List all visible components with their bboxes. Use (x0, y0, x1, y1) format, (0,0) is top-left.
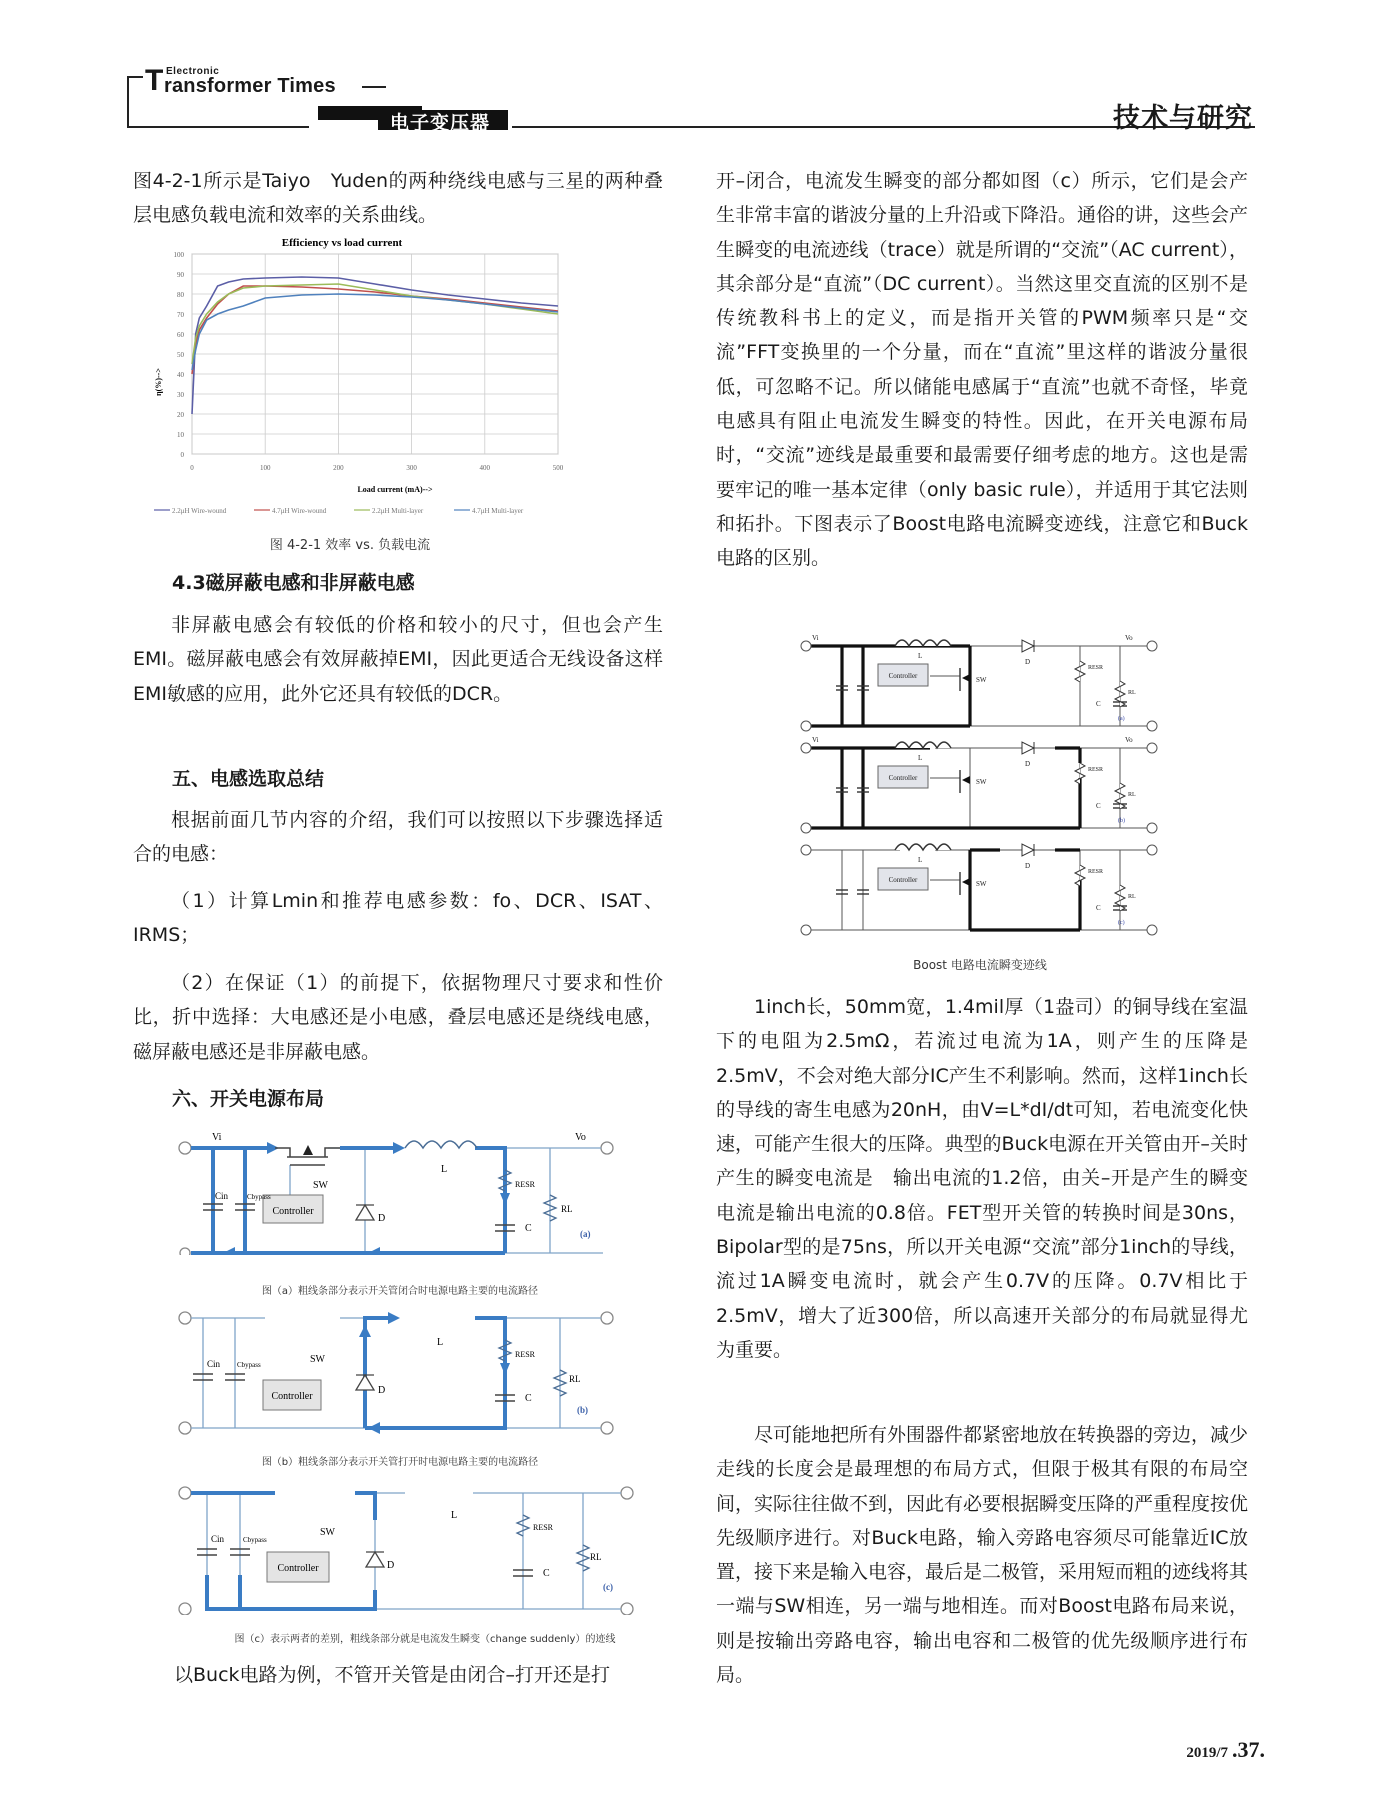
label-controller: Controller (888, 876, 918, 884)
masthead-rule-logo (362, 86, 386, 88)
buck-diagram-b (175, 1305, 625, 1435)
label-controller: Controller (888, 774, 918, 782)
diode-icon (1022, 742, 1034, 754)
label-tag: (a) (1118, 716, 1125, 722)
label-l: L (451, 1510, 458, 1521)
boost-row (801, 736, 1157, 833)
y-tick-label: 10 (177, 431, 184, 439)
intro-paragraph (133, 164, 663, 233)
x-tick-label: 200 (333, 464, 344, 472)
label-vi: Vi (812, 634, 819, 642)
page-number: .37. (1232, 1737, 1265, 1762)
logo-transformer-times: ransformer Times (164, 75, 336, 97)
label-tag: (b) (1118, 818, 1125, 824)
label-resr: RESR (1088, 665, 1104, 671)
label-sw: SW (976, 676, 987, 684)
resistor-icon (1115, 885, 1125, 911)
label-d: D (1025, 760, 1031, 768)
label-l: L (918, 856, 923, 864)
label-resr: RESR (1088, 767, 1104, 773)
label-resr: RESR (533, 1523, 554, 1532)
switch-arrow (962, 776, 970, 784)
x-tick-label: 500 (552, 464, 564, 472)
buck-a-caption: 图（a）粗线条部分表示开关管闭合时电源电路主要的电流路径 (261, 1286, 539, 1297)
buck-diagram-a (175, 1125, 625, 1255)
paragraph-5b: （1）计算Lmin和推荐电感参数：fo、DCR、ISAT、IRMS； (133, 890, 663, 947)
paragraph-left-last: 以Buck电路为例，不管开关管是由闭合–打开还是打 (174, 1664, 611, 1686)
label-c: C (1096, 904, 1101, 912)
logo-electronic: Electronic (166, 66, 220, 77)
paragraph-4-3: 非屏蔽电感会有较低的价格和较小的尺寸，但也会产生EMI。磁屏蔽电感会有效屏蔽掉EMI，因此更适合无线设备这样EMI敏感的应用，此外它还具有较低的DCR。 (133, 614, 663, 705)
label-c: C (525, 1393, 532, 1404)
efficiency-chart (150, 232, 590, 532)
y-tick-label: 20 (177, 411, 184, 419)
inductor-icon (405, 1141, 477, 1148)
terminal (1147, 721, 1157, 731)
label-rl: RL (590, 1552, 602, 1562)
terminal (801, 721, 811, 731)
label-c: C (543, 1568, 550, 1579)
y-tick-label: 40 (177, 371, 184, 379)
resistor-icon (1075, 865, 1085, 886)
legend-label: 4.7μH Multi-layer (472, 507, 524, 515)
y-tick-label: 50 (177, 351, 184, 359)
label-tag-c: (c) (603, 1582, 613, 1592)
y-tick-label: 0 (180, 451, 184, 459)
resistor-icon (1075, 763, 1085, 784)
terminal (1147, 743, 1157, 753)
label-cin: Cin (207, 1359, 221, 1369)
inductor-icon (895, 844, 951, 850)
label-rl: RL (1128, 894, 1136, 900)
label-tag-b: (b) (577, 1405, 588, 1415)
current-arrow (388, 1312, 400, 1324)
label-cbypass: Cbypass (243, 1536, 267, 1544)
inductor-icon (895, 640, 951, 646)
switch-arrow (962, 878, 970, 886)
buck-c-caption: 图（c）表示两者的差别，粗线条部分就是电流发生瞬变（change suddenly）的迹线 (234, 1634, 616, 1645)
issue-date: 2019/7 (1186, 1745, 1228, 1761)
boost-diagram (800, 628, 1160, 943)
label-vo: Vo (1125, 634, 1133, 642)
logo-letter-t: T (145, 64, 164, 97)
y-tick-labels (174, 251, 185, 459)
terminal (801, 743, 811, 753)
label-cbypass: Cbypass (247, 1193, 271, 1201)
terminal (1147, 641, 1157, 651)
paragraph-5a: 根据前面几节内容的介绍，我们可以按照以下步骤选择适合的电感： (133, 809, 663, 866)
resistor-icon (1115, 681, 1125, 707)
label-d: D (378, 1213, 386, 1224)
masthead-rule-stub (127, 76, 143, 78)
legend-label: 2.2μH Multi-layer (372, 507, 424, 515)
label-sw: SW (976, 880, 987, 888)
current-arrow (500, 1193, 510, 1205)
terminal (1147, 823, 1157, 833)
paragraph-right-3: 尽可能地把所有外围器件都紧密地放在转换器的旁边，减少走线的长度会是最理想的布局方式，但限于极其有限的布局空间，实际往往做不到，因此有必要根据瞬变压降的严重程度按优先级顺序进行。对Buck电路，输入旁路电容须尽可能靠近IC放置，接下来是输入电容，最后是二极管，采用短而粗的迹线将其一端与SW相连，另一端与地相连。而对Boost电路布局来说，则是按输出旁路电容，输出电容和二极管的优先级顺序进行布局。 (716, 1424, 1249, 1687)
label-c: C (1096, 802, 1101, 810)
label-d: D (1025, 862, 1031, 870)
x-tick-label: 400 (479, 464, 491, 472)
terminal-vo (601, 1142, 613, 1154)
label-vo: Vo (575, 1132, 586, 1143)
section-title: 技术与研究 (1113, 103, 1253, 134)
x-tick-label: 300 (406, 464, 417, 472)
y-tick-label: 30 (177, 391, 184, 399)
diode-icon (1022, 640, 1034, 652)
label-rl: RL (561, 1204, 573, 1214)
switch-arrow (962, 674, 970, 682)
chart-legend (154, 507, 524, 515)
label-controller: Controller (888, 672, 918, 680)
legend-label: 4.7μH Wire-wound (272, 507, 327, 515)
y-tick-label: 100 (173, 251, 184, 259)
x-axis-label: Load current (mA)--> (357, 485, 433, 494)
terminal-vi (179, 1142, 191, 1154)
label-d: D (1025, 658, 1031, 666)
terminal (1147, 845, 1157, 855)
intro-text: 图4-2-1所示是Taiyo Yuden的两种绕线电感与三星的两种叠层电感负载电流和效率的关系曲线。 (133, 170, 663, 227)
y-tick-label: 70 (177, 311, 184, 319)
label-l: L (918, 754, 923, 762)
label-controller: Controller (277, 1563, 319, 1574)
terminal (801, 823, 811, 833)
terminal (801, 845, 811, 855)
label-vi: Vi (812, 736, 819, 744)
heading-5: 五、电感选取总结 (172, 768, 325, 790)
terminal (801, 925, 811, 935)
boost-row (801, 844, 1157, 935)
label-rl: RL (569, 1374, 581, 1384)
label-l: L (437, 1337, 444, 1348)
label-vi: Vi (212, 1132, 222, 1143)
inductor-icon (895, 742, 951, 748)
label-controller: Controller (271, 1391, 313, 1402)
paragraph-right-1: 开–闭合，电流发生瞬变的部分都如图（c）所示，它们是会产生非常丰富的谐波分量的上升沿或下降沿。通俗的讲，这些会产生瞬变的电流迹线（trace）就是所谓的“交流”（AC current），其余部分是“直流”（DC current）。当然这里交直流的区别不是传统教科书上的定义，而是指开关管的PWM频率只是“交流”FFT变换里的一个分量，而在“直流”里这样的谐波分量很低，可忽略不记。所以储能电感属于“直流”也就不奇怪，毕竟电感具有阻止电流发生瞬变的特性。因此，在开关电源布局时，“交流”迹线是最重要和最需要仔细考虑的地方。这也是需要牢记的唯一基本定律（only basic rule），并适用于其它法则和拓扑。下图表示了Boost电路电流瞬变迹线，注意它和Buck电路的区别。 (716, 170, 1249, 570)
label-rl: RL (1128, 690, 1136, 696)
y-tick-label: 90 (177, 271, 184, 279)
page-footer (1186, 1737, 1265, 1763)
label-sw: SW (320, 1527, 335, 1538)
y-axis-label: η(%)--> (154, 368, 163, 396)
label-controller: Controller (272, 1206, 314, 1217)
label-cin: Cin (211, 1534, 225, 1544)
label-cbypass: Cbypass (237, 1361, 261, 1369)
label-resr: RESR (1088, 869, 1104, 875)
y-tick-label: 80 (177, 291, 184, 299)
chart-title: Efficiency vs load current (281, 237, 403, 249)
label-tag: (c) (1118, 920, 1125, 926)
legend-label: 2.2μH Wire-wound (172, 507, 227, 515)
terminal (1147, 925, 1157, 935)
boost-row (801, 634, 1157, 731)
label-cin: Cin (215, 1191, 229, 1201)
label-c: C (1096, 700, 1101, 708)
current-arrow (393, 1142, 405, 1154)
x-tick-label: 0 (190, 464, 194, 472)
label-l: L (918, 652, 923, 660)
heading-4-3: 4.3磁屏蔽电感和非屏蔽电感 (172, 572, 415, 594)
current-arrow (359, 1325, 371, 1337)
x-tick-labels (190, 464, 564, 472)
diode-icon (1022, 844, 1034, 856)
current-arrow (500, 1363, 510, 1375)
buck-diagram-c (175, 1480, 655, 1615)
paragraph-5c: （2）在保证（1）的前提下，依据物理尺寸要求和性价比，折中选择：大电感还是小电感，叠层电感还是绕线电感，磁屏蔽电感还是非屏蔽电感。 (133, 972, 663, 1063)
buck-b-caption: 图（b）粗线条部分表示开关管打开时电源电路主要的电流路径 (261, 1457, 539, 1468)
label-resr: RESR (515, 1350, 536, 1359)
label-vo: Vo (1125, 736, 1133, 744)
masthead-rule-bottom-left (127, 126, 309, 128)
boost-caption: Boost 电路电流瞬变迹线 (913, 958, 1047, 972)
diode-icon (356, 1205, 374, 1220)
label-d: D (378, 1385, 386, 1396)
label-tag-a: (a) (580, 1229, 591, 1239)
label-sw: SW (310, 1354, 325, 1365)
magazine-cn-title: 电子变压器 (390, 112, 491, 134)
label-sw: SW (976, 778, 987, 786)
heading-6: 六、开关电源布局 (172, 1088, 325, 1110)
label-d: D (387, 1560, 395, 1571)
masthead-rule-left (127, 76, 129, 128)
label-resr: RESR (515, 1180, 536, 1189)
terminal-gnd-in (180, 1248, 190, 1255)
resistor-icon (1115, 783, 1125, 809)
label-sw: SW (313, 1180, 328, 1191)
figure-4-2-1-caption: 图 4-2-1 效率 vs. 负载电流 (269, 538, 431, 553)
paragraph-right-2: 1inch长，50mm宽，1.4mil厚（1盎司）的铜导线在室温下的电阻为2.5mΩ，若流过电流为1A，则产生的压降是2.5mV，不会对绝大部分IC产生不利影响。然而，这样1inch长的导线的寄生电感为20nH，由V=L*dI/dt可知，若电流变化快速，可能产生很大的压降。典型的Buck电源在开关管由开–关时产生的瞬变电流是 输出电流的1.2倍，由关–开是产生的瞬变电流是输出电流的0.8倍。FET型开关管的转换时间是30ns，Bipolar型的是75ns，所以开关电源“交流”部分1inch的导线，流过1A瞬变电流时，就会产生0.7V的压降。0.7V相比于2.5mV，增大了近300倍，所以高速开关部分的布局就显得尤为重要。 (716, 996, 1248, 1361)
current-arrow (368, 1422, 380, 1434)
resistor-icon (1075, 661, 1085, 682)
terminal (801, 641, 811, 651)
label-rl: RL (1128, 792, 1136, 798)
label-l: L (441, 1164, 448, 1175)
label-c: C (525, 1223, 532, 1234)
y-tick-label: 60 (177, 331, 184, 339)
x-tick-label: 100 (259, 464, 271, 472)
